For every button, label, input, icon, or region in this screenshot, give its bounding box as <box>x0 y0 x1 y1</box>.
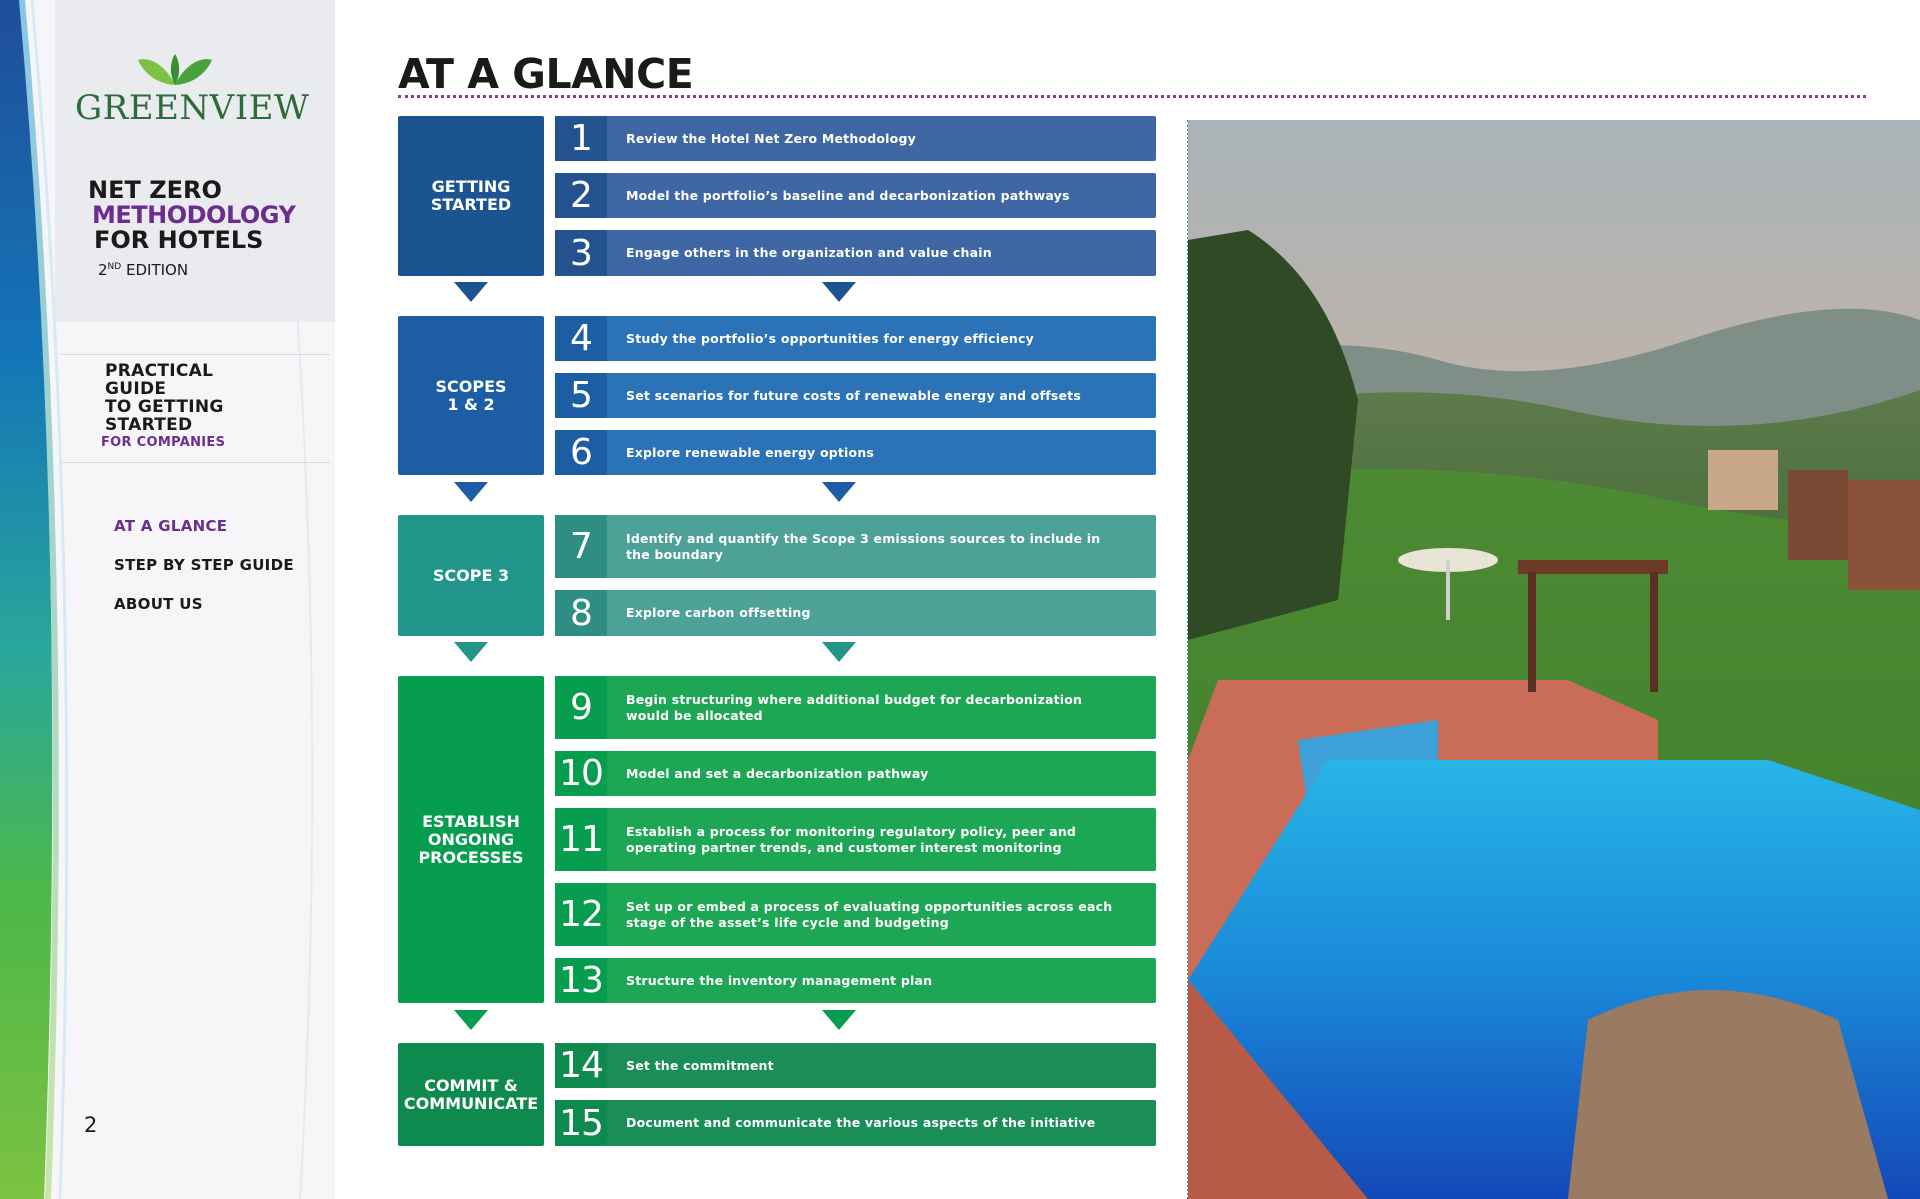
phase-getting-started: GETTING STARTED <box>398 116 544 276</box>
step-number: 13 <box>555 958 607 1003</box>
down-arrow-icon <box>822 482 856 502</box>
edition-label: 2ND EDITION <box>98 261 189 279</box>
step-text: Review the Hotel Net Zero Methodology <box>626 130 916 146</box>
phase-establish-ongoing-processes: ESTABLISH ONGOING PROCESSES <box>398 676 544 1003</box>
step-text: Study the portfolio’s opportunities for energy efficiency <box>626 330 1034 346</box>
step-9[interactable] <box>555 676 1156 739</box>
phase-commit-communicate: COMMIT & COMMUNICATE <box>398 1043 544 1146</box>
down-arrow-icon <box>454 1010 488 1030</box>
step-6[interactable] <box>555 430 1156 475</box>
step-number: 7 <box>555 515 607 578</box>
step-text: Explore carbon offsetting <box>626 605 811 620</box>
step-5[interactable] <box>555 373 1156 418</box>
book-title <box>88 178 295 283</box>
title-dotted-rule <box>398 95 1866 98</box>
step-3[interactable] <box>555 230 1156 276</box>
step-12[interactable] <box>555 883 1156 946</box>
down-arrow-icon <box>822 282 856 302</box>
step-text: Begin structuring where additional budget for decarbonization would be allocated <box>626 691 1083 723</box>
phase-scopes-1-2: SCOPES 1 & 2 <box>398 316 544 475</box>
step-number: 10 <box>555 751 607 796</box>
step-text: Model and set a decarbonization pathway <box>626 765 929 781</box>
step-10[interactable] <box>555 751 1156 796</box>
step-number: 14 <box>555 1043 607 1088</box>
nav-item-step-by-step-guide[interactable]: STEP BY STEP GUIDE <box>114 556 294 574</box>
step-text: Explore renewable energy options <box>626 444 875 460</box>
sidebar <box>0 0 335 1199</box>
step-7[interactable] <box>555 515 1156 578</box>
title-line-3: FOR HOTELS <box>94 226 264 254</box>
step-13[interactable] <box>555 958 1156 1003</box>
step-number: 2 <box>555 173 607 218</box>
step-15[interactable] <box>555 1100 1156 1146</box>
step-text: Structure the inventory management plan <box>626 972 933 988</box>
step-text: Document and communicate the various aspects of the initiative <box>626 1115 1096 1130</box>
logo-wordmark: GREENVIEW <box>75 88 310 128</box>
step-number: 1 <box>555 116 607 161</box>
down-arrow-icon <box>454 282 488 302</box>
step-number: 8 <box>555 590 607 636</box>
down-arrow-icon <box>454 482 488 502</box>
sidebar-divider <box>60 462 330 463</box>
step-number: 3 <box>555 230 607 276</box>
title-line-1: NET ZERO <box>88 176 222 204</box>
step-text: Engage others in the organization and value chain <box>626 245 992 260</box>
step-text: Set up or embed a process of evaluating opportunities across each stage of the asset’s life cycle and budgeting <box>626 898 1113 930</box>
hotel-pool-illustration <box>1188 120 1920 1199</box>
step-1[interactable] <box>555 116 1156 161</box>
step-number: 6 <box>555 430 607 475</box>
step-4[interactable] <box>555 316 1156 361</box>
step-number: 5 <box>555 373 607 418</box>
down-arrow-icon <box>822 1010 856 1030</box>
sidebar-divider <box>60 354 330 355</box>
step-number: 15 <box>555 1100 607 1146</box>
page-title: AT A GLANCE <box>398 50 694 98</box>
greenview-logo[interactable] <box>75 52 310 128</box>
step-2[interactable] <box>555 173 1156 218</box>
phase-scope-3: SCOPE 3 <box>398 515 544 636</box>
step-text: Identify and quantify the Scope 3 emissions sources to include in the boundary <box>626 530 1101 562</box>
title-line-2: METHODOLOGY <box>92 201 296 229</box>
sidebar-nav <box>114 517 294 634</box>
step-number: 11 <box>555 808 607 871</box>
step-14[interactable] <box>555 1043 1156 1088</box>
step-8[interactable] <box>555 590 1156 636</box>
down-arrow-icon <box>822 642 856 662</box>
page-number: 2 <box>84 1113 98 1137</box>
down-arrow-icon <box>454 642 488 662</box>
step-text: Establish a process for monitoring regulatory policy, peer and operating partner trends, and customer interest monitoring <box>626 823 1077 855</box>
guide-audience: FOR COMPANIES <box>101 435 226 450</box>
step-number: 4 <box>555 316 607 361</box>
nav-item-at-a-glance[interactable]: AT A GLANCE <box>114 517 228 535</box>
nav-item-about-us[interactable]: ABOUT US <box>114 595 203 613</box>
step-number: 12 <box>555 883 607 946</box>
step-text: Model the portfolio’s baseline and decarbonization pathways <box>626 187 1070 203</box>
step-text: Set the commitment <box>626 1057 774 1073</box>
leaf-icon <box>136 52 214 86</box>
guide-subtitle: PRACTICAL GUIDE TO GETTING STARTED FOR COMPANIES <box>101 361 226 450</box>
hotel-pool-photo <box>1188 120 1920 1199</box>
step-number: 9 <box>555 676 607 739</box>
step-11[interactable] <box>555 808 1156 871</box>
step-text: Set scenarios for future costs of renewable energy and offsets <box>626 387 1081 403</box>
